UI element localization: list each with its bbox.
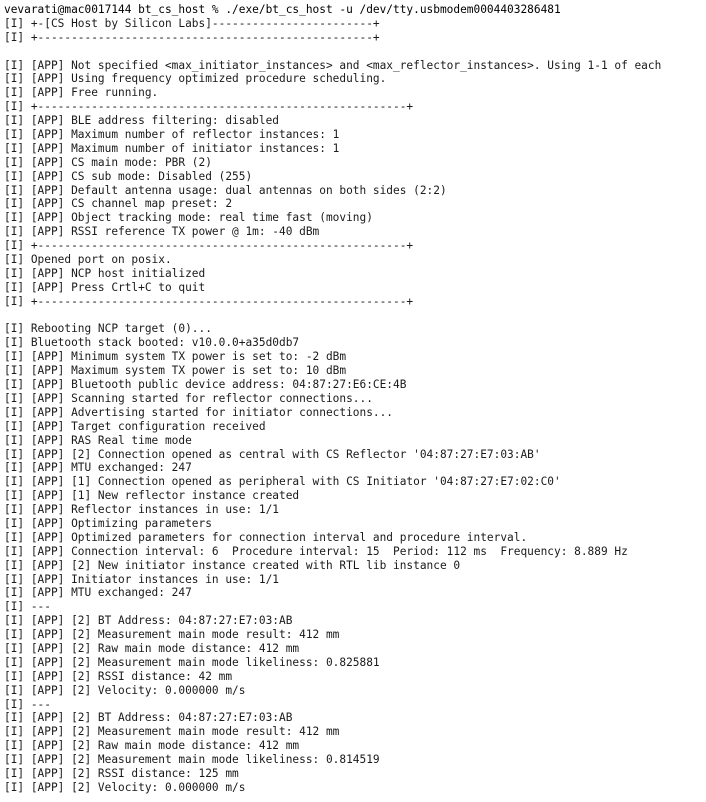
terminal-line: [I] [APP] Maximum number of reflector instances: 1: [4, 128, 340, 142]
terminal-line: [I] [APP] Not specified <max_initiator_instances> and <max_reflector_instances>. Using 1-1 of each: [4, 58, 662, 72]
terminal-line: [I] [APP] Object tracking mode: real time fast (moving): [4, 211, 373, 225]
terminal-line: [I] [APP] MTU exchanged: 247: [4, 461, 192, 475]
terminal-line: [I] +-------------------------------------------------------+: [4, 239, 414, 253]
terminal-line: [I] +--------------------------------------------------+: [4, 30, 380, 44]
terminal-line: [I] [APP] Target configuration received: [4, 419, 266, 433]
terminal-line: [I] [APP] [1] New reflector instance created: [4, 489, 300, 503]
terminal-line: [I] ---: [4, 697, 51, 711]
terminal-line: [I] [APP] BLE address filtering: disabled: [4, 114, 279, 128]
terminal-line: [I] [APP] Using frequency optimized procedure scheduling.: [4, 72, 387, 86]
terminal-line: [I] [APP] [2] BT Address: 04:87:27:E7:03:AB: [4, 711, 293, 725]
terminal-line: [I] [APP] RSSI reference TX power @ 1m: -40 dBm: [4, 225, 320, 239]
terminal-line: [I] Bluetooth stack booted: v10.0.0+a35d0db7: [4, 336, 300, 350]
terminal-line: [I] [APP] [2] Raw main mode distance: 412 mm: [4, 739, 300, 753]
terminal-line: [I] [APP] [2] Measurement main mode likeliness: 0.814519: [4, 753, 380, 767]
terminal-line: [I] [APP] CS main mode: PBR (2): [4, 155, 212, 169]
terminal-line: [I] ---: [4, 600, 51, 614]
terminal-line: [I] +-[CS Host by Silicon Labs]------------------------+: [4, 16, 380, 30]
terminal-line: [I] [APP] NCP host initialized: [4, 266, 206, 280]
terminal-line: [I] [APP] [2] Velocity: 0.000000 m/s: [4, 780, 246, 794]
terminal-output[interactable]: [4, 3, 704, 800]
terminal-line: [I] [APP] [1] Connection opened as peripheral with CS Initiator '04:87:27:E7:02:C0': [4, 475, 561, 489]
command-prompt-line: vevarati@mac0017144 bt_cs_host % ./exe/bt_cs_host -u /dev/tty.usbmodem0004403286481: [4, 3, 561, 16]
terminal-line: [I] [APP] CS channel map preset: 2: [4, 197, 233, 211]
terminal-line: [I] [APP] Reflector instances in use: 1/1: [4, 503, 279, 517]
terminal-line: [4, 309, 704, 323]
terminal-line: [I] [APP] Bluetooth public device address: 04:87:27:E6:CE:4B: [4, 378, 407, 392]
terminal-line: [I] [APP] CS sub mode: Disabled (255): [4, 169, 253, 183]
terminal-line: [I] [APP] Connection interval: 6 Procedure interval: 15 Period: 112 ms Frequency: 8.889 Hz: [4, 544, 628, 558]
terminal-line: [I] [APP] Press Crtl+C to quit: [4, 280, 206, 294]
terminal-line: [I] [APP] [2] BT Address: 04:87:27:E7:03:AB: [4, 614, 293, 628]
terminal-line: [I] [APP] MTU exchanged: 247: [4, 586, 192, 600]
terminal-line: [I] [APP] [2] Measurement main mode result: 412 mm: [4, 628, 340, 642]
terminal-line: [I] [APP] Maximum number of initiator instances: 1: [4, 141, 340, 155]
terminal-line: [I] [APP] Initiator instances in use: 1/1: [4, 572, 279, 586]
terminal-line: [I] +-------------------------------------------------------+: [4, 294, 414, 308]
terminal-line: [I] Rebooting NCP target (0)...: [4, 322, 212, 336]
terminal-line: [I] [APP] [2] Measurement main mode result: 412 mm: [4, 725, 340, 739]
terminal-line: [I] [APP] [2] Connection opened as central with CS Reflector '04:87:27:E7:03:AB': [4, 447, 541, 461]
terminal-line: [I] [APP] [2] Measurement main mode likeliness: 0.825881: [4, 655, 380, 669]
terminal-line: [I] [APP] Optimized parameters for connection interval and procedure interval.: [4, 530, 528, 544]
terminal-line: [I] Opened port on posix.: [4, 253, 172, 267]
terminal-line: [I] [APP] Free running.: [4, 86, 159, 100]
terminal-line: [I] [APP] Scanning started for reflector connections...: [4, 391, 373, 405]
terminal-line: [I] [APP] Minimum system TX power is set to: -2 dBm: [4, 350, 347, 364]
terminal-line: [I] [APP] [2] Velocity: 0.000000 m/s: [4, 683, 246, 697]
terminal-line: [I] [APP] [2] RSSI distance: 42 mm: [4, 669, 233, 683]
terminal-line: [I] [APP] Advertising started for initiator connections...: [4, 405, 394, 419]
terminal-line: [I] [APP] RAS Real time mode: [4, 433, 192, 447]
terminal-line: [I] +-------------------------------------------------------+: [4, 100, 414, 114]
terminal-line: [I] [APP] [2] New initiator instance created with RTL lib instance 0: [4, 558, 461, 572]
terminal-line: [I] [APP] Optimizing parameters: [4, 516, 212, 530]
terminal-line: [I] [APP] Maximum system TX power is set to: 10 dBm: [4, 364, 347, 378]
terminal-line: [I] [APP] [2] RSSI distance: 125 mm: [4, 766, 239, 780]
terminal-line: [4, 45, 704, 59]
terminal-line: [I] [APP] [2] Raw main mode distance: 412 mm: [4, 641, 300, 655]
terminal-line: [I] [APP] Default antenna usage: dual antennas on both sides (2:2): [4, 183, 447, 197]
